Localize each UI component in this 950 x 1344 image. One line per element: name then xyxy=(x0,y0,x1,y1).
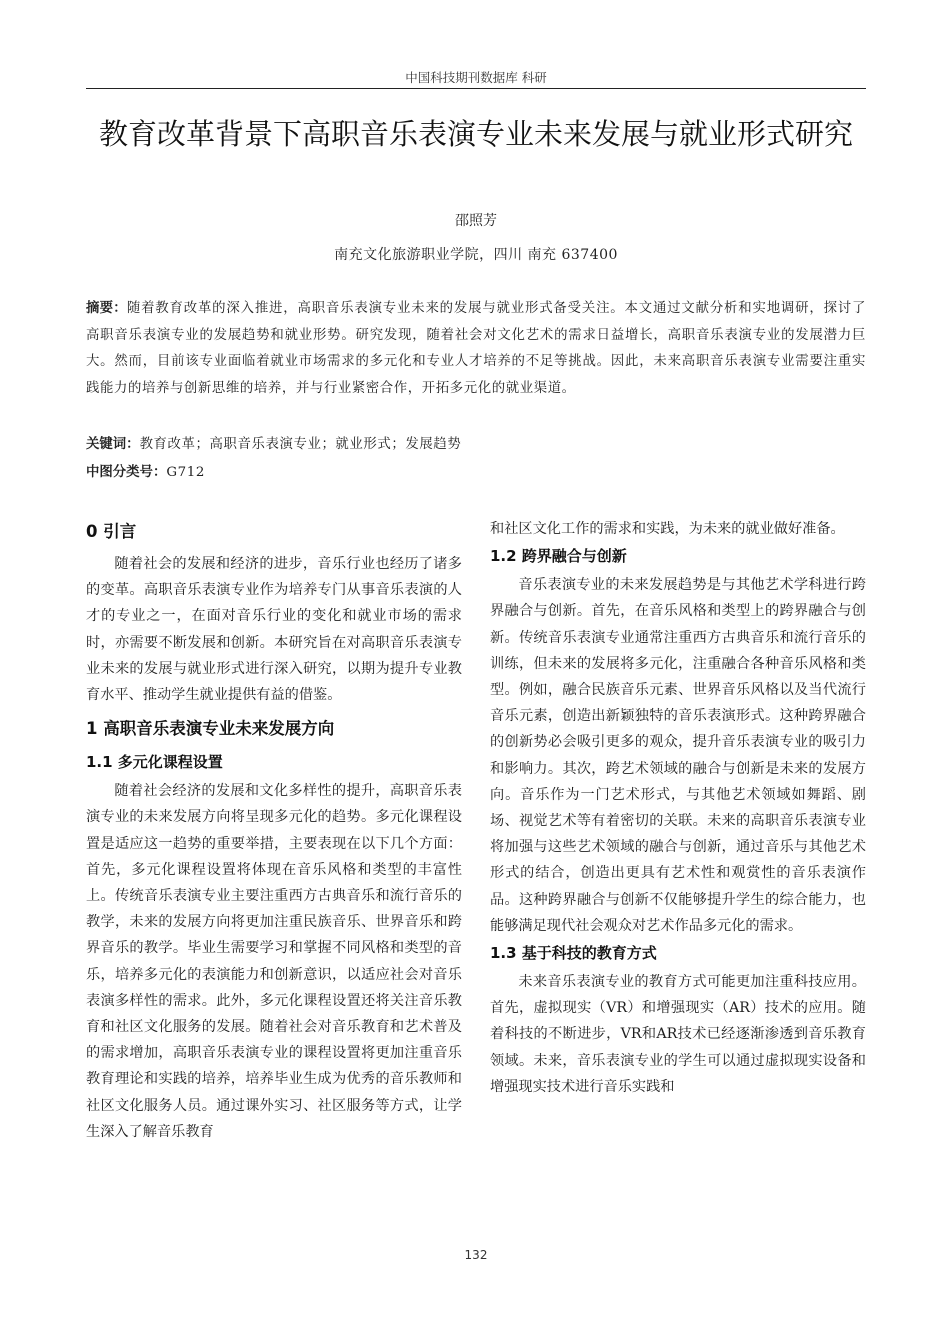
abstract-label: 摘要： xyxy=(86,301,127,316)
classification-text: G712 xyxy=(166,465,205,480)
classification xyxy=(86,461,866,480)
paper-title: 教育改革背景下高职音乐表演专业未来发展与就业形式研究 xyxy=(98,117,853,151)
classification-label: 中图分类号： xyxy=(86,465,167,480)
author-affiliation: 南充文化旅游职业学院，四川 南充 637400 xyxy=(334,247,618,263)
intro-paragraph: 随着社会的发展和经济的进步，音乐行业也经历了诸多的变革。高职音乐表演专业作为培养专门从事音乐表演的人才的专业之一，在面对音乐行业的变化和就业市场的需求时，亦需要不断发展和创新。本研究旨在对高职音乐表演专业未来的发展与就业形式进行深入研究，以期为提升专业教育水平、推动学生就业提供有益的借鉴。 xyxy=(86,556,462,704)
section-heading-intro: 0 引言 xyxy=(86,522,137,541)
section-1-1-paragraph: 随着社会经济的发展和文化多样性的提升，高职音乐表演专业的未来发展方向将呈现多元化的趋势。多元化课程设置是适应这一趋势的重要举措，主要表现在以下几个方面：首先，多元化课程设置将体现在音乐风格和类型的丰富性上。传统音乐表演专业主要注重西方古典音乐和流行音乐的教学，未来的发展方向将更加注重民族音乐、世界音乐和跨界音乐的教学。毕业生需要学习和掌握不同风格和类型的音乐，培养多元化的表演能力和创新意识，以适应社会对音乐表演多样性的需求。此外，多元化课程设置还将关注音乐教育和社区文化服务的发展。随着社会对音乐教育和艺术普及的需求增加，高职音乐表演专业的课程设置将更加注重音乐教育理论和实践的培养，培养毕业生成为优秀的音乐教师和社区文化服务人员。通过课外实习、社区服务等方式，让学生深入了解音乐教育 xyxy=(86,783,462,1140)
section-heading-1-3: 1.3 基于科技的教育方式 xyxy=(490,944,657,963)
page-number: 132 xyxy=(464,1248,488,1262)
running-header: 中国科技期刊数据库 科研 xyxy=(405,70,547,85)
section-heading-1-1: 1.1 多元化课程设置 xyxy=(86,753,223,772)
right-column xyxy=(490,516,866,1100)
section-heading-1-2: 1.2 跨界融合与创新 xyxy=(490,547,627,566)
keywords xyxy=(86,433,866,452)
abstract xyxy=(86,296,866,402)
left-column xyxy=(86,517,462,1145)
section-1-1-continued: 和社区文化工作的需求和实践，为未来的就业做好准备。 xyxy=(490,521,845,537)
section-1-3-paragraph: 未来音乐表演专业的教育方式可能更加注重科技应用。首先，虚拟现实（VR）和增强现实（AR）技术的应用。随着科技的不断进步，VR和AR技术已经逐渐渗透到音乐教育领域。未来，音乐表演专业的学生可以通过虚拟现实设备和增强现实技术进行音乐实践和 xyxy=(490,974,866,1095)
header-rule xyxy=(86,88,866,89)
section-heading-1: 1 高职音乐表演专业未来发展方向 xyxy=(86,719,335,739)
abstract-text: 随着教育改革的深入推进，高职音乐表演专业未来的发展与就业形式备受关注。本文通过文献分析和实地调研，探讨了高职音乐表演专业的发展趋势和就业形势。研究发现，随着社会对文化艺术的需求日益增长，高职音乐表演专业的发展潜力巨大。然而，目前该专业面临着就业市场需求的多元化和专业人才培养的不足等挑战。因此，未来高职音乐表演专业需要注重实践能力的培养与创新思维的培养，并与行业紧密合作，开拓多元化的就业渠道。 xyxy=(86,301,866,396)
author-name: 邵照芳 xyxy=(455,213,497,229)
keywords-text: 教育改革；高职音乐表演专业；就业形式；发展趋势 xyxy=(139,437,462,452)
keywords-label: 关键词： xyxy=(86,437,140,452)
section-1-2-paragraph: 音乐表演专业的未来发展趋势是与其他艺术学科进行跨界融合与创新。首先，在音乐风格和类型上的跨界融合与创新。传统音乐表演专业通常注重西方古典音乐和流行音乐的训练，但未来的发展将多元化，注重融合各种音乐风格和类型。例如，融合民族音乐元素、世界音乐风格以及当代流行音乐元素，创造出新颖独特的音乐表演形式。这种跨界融合的创新势必会吸引更多的观众，提升音乐表演专业的吸引力和影响力。其次，跨艺术领域的融合与创新是未来的发展方向。音乐作为一门艺术形式，与其他艺术领域如舞蹈、剧场、视觉艺术等有着密切的关联。未来的高职音乐表演专业将加强与这些艺术领域的融合与创新，通过音乐与其他艺术形式的结合，创造出更具有艺术性和观赏性的音乐表演作品。这种跨界融合与创新不仅能够提升学生的综合能力，也能够满足现代社会观众对艺术作品多元化的需求。 xyxy=(490,577,866,934)
